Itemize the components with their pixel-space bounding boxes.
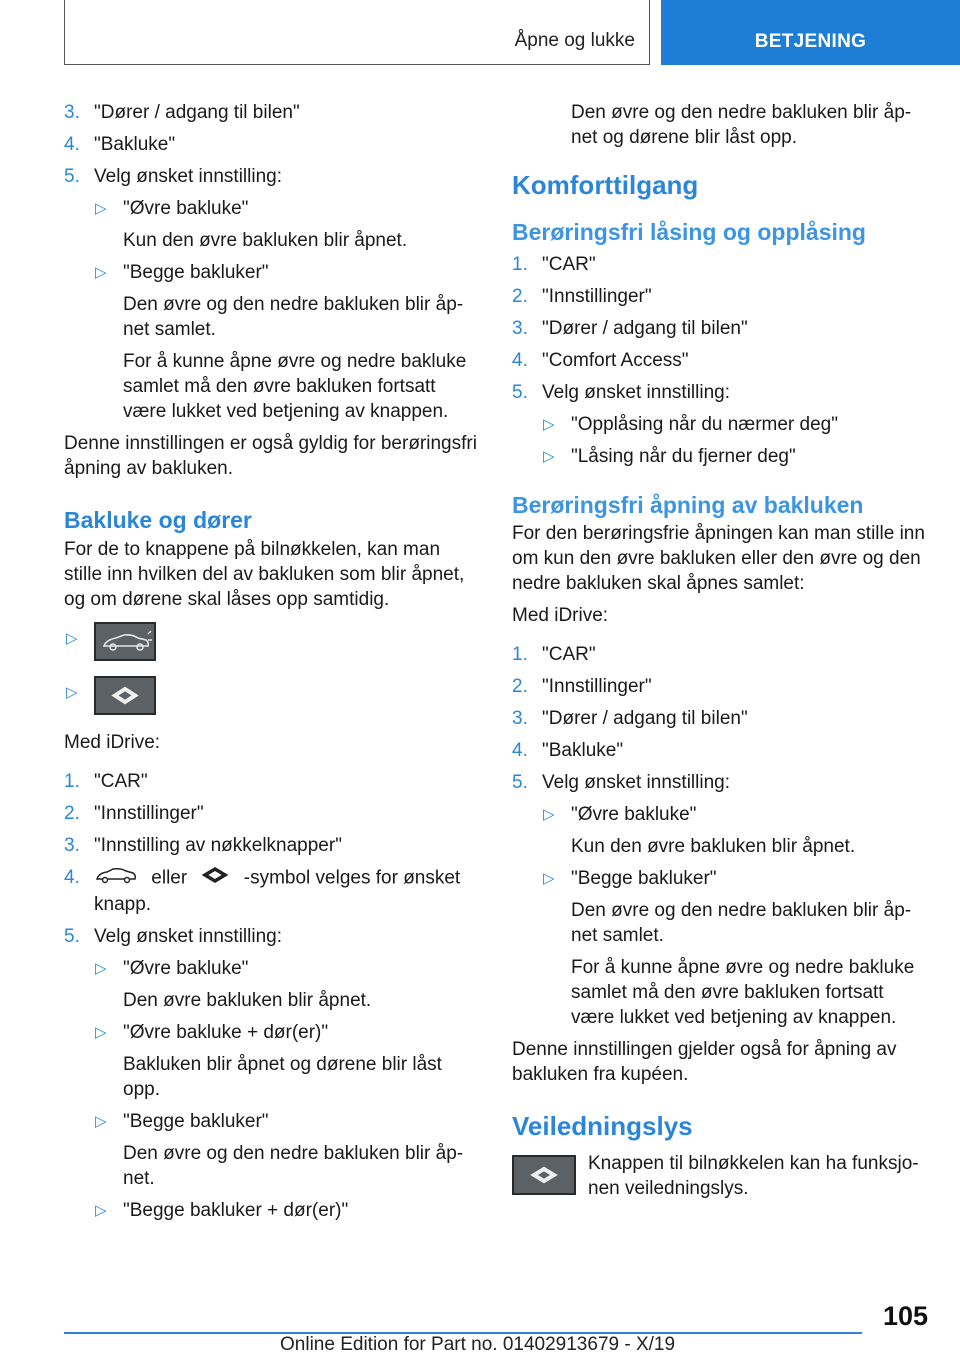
step-5 [64, 924, 480, 949]
step-text: Velg ønsket innstilling: [94, 166, 282, 187]
section-title: Åpne og lukke [514, 30, 635, 51]
step-4-symbol [64, 865, 480, 917]
step-text: "CAR" [542, 254, 596, 275]
step-text: "Comfort Access" [542, 350, 689, 371]
options-list-d [512, 802, 928, 1030]
step-text: Velg ønsket innstilling: [94, 926, 282, 947]
option-item [64, 956, 480, 981]
step-number: 1. [512, 254, 528, 275]
note-paragraph: Denne innstillingen er også gyldig for berøringsfri åpning av bakluken. [64, 433, 477, 479]
step-number: 5. [512, 772, 528, 793]
triangle-bullet-icon: ▷ [95, 1202, 107, 1219]
option-label: "Låsing når du fjerner deg" [571, 446, 796, 467]
icon-option-car [64, 622, 480, 662]
step-text: "Dører / adgang til bilen" [542, 318, 748, 339]
step-number: 4. [64, 134, 80, 155]
list-item [512, 674, 928, 699]
guide-light-text: Knappen til bilnøkkelen kan ha funksjo- nen veiledningslys. [588, 1153, 919, 1199]
chapter-tab-label: BETJENING [754, 31, 867, 52]
option-description: Den øvre og den nedre bakluken blir åp- net samlet. [123, 294, 464, 340]
list-item [512, 348, 928, 373]
symbol-text-line2: knapp. [94, 894, 152, 915]
list-item [64, 801, 480, 826]
step-number: 4. [64, 867, 80, 888]
icon-option-diamond [64, 676, 480, 716]
step-number: 3. [64, 835, 80, 856]
step-text: "Dører / adgang til bilen" [542, 708, 748, 729]
triangle-bullet-icon: ▷ [543, 806, 555, 823]
step-number: 4. [512, 740, 528, 761]
heading-veiledningslys: Veiledningslys [512, 1111, 693, 1141]
guide-light-block [512, 1151, 928, 1201]
note-paragraph-right: Denne innstillingen gjelder også for åpning av bakluken fra kupéen. [512, 1039, 897, 1085]
step-text: "CAR" [542, 644, 596, 665]
option-item [512, 412, 928, 437]
steps-list-a [64, 100, 480, 189]
step-number: 4. [512, 350, 528, 371]
step-number: 3. [64, 102, 80, 123]
step-number: 3. [512, 708, 528, 729]
step-number: 2. [512, 286, 528, 307]
intro-paragraph: For de to knappene på bilnøkkelen, kan man stille inn hvilken del av bakluken som blir åpnet, og om dørene skal låses opp samtidig. [64, 539, 465, 610]
option-description: Bakluken blir åpnet og dørene blir låst opp. [123, 1054, 442, 1100]
step-text: Velg ønsket innstilling: [542, 382, 730, 403]
left-column [64, 100, 480, 1230]
option-description: Kun den øvre bakluken blir åpnet. [123, 230, 408, 251]
step-text: "Bakluke" [542, 740, 624, 761]
diamond-icon [200, 866, 230, 891]
page-number: 105 [882, 1301, 928, 1331]
step-text: Velg ønsket innstilling: [542, 772, 730, 793]
option-item [512, 444, 928, 469]
step-number: 5. [64, 166, 80, 187]
step-text: "Dører / adgang til bilen" [94, 102, 300, 123]
options-list-b [64, 956, 480, 1223]
option-label: "Begge bakluker" [123, 1111, 269, 1132]
option-label: "Øvre bakluke + dør(er)" [123, 1022, 329, 1043]
option-description: For å kunne åpne øvre og nedre bakluke samlet må den øvre bakluken fortsatt være lukket ved betjening av knappen. [571, 957, 915, 1028]
step-number: 3. [512, 318, 528, 339]
step-number: 1. [64, 771, 80, 792]
triangle-bullet-icon: ▷ [95, 960, 107, 977]
list-item [512, 252, 928, 277]
option-label: "Øvre bakluke" [571, 804, 697, 825]
triangle-bullet-icon: ▷ [95, 1113, 107, 1130]
edition-footer: Online Edition for Part no. 01402913679 - X/19 [280, 1334, 676, 1355]
list-item [512, 642, 928, 667]
option-item [512, 866, 928, 891]
option-label: "Begge bakluker + dør(er)" [123, 1200, 349, 1221]
list-item [64, 833, 480, 858]
option-label: "Øvre bakluke" [123, 958, 249, 979]
car-outline-icon [94, 622, 156, 661]
triangle-bullet-icon: ▷ [66, 684, 78, 701]
list-item [512, 316, 928, 341]
diamond-icon [512, 1155, 576, 1195]
option-description: Kun den øvre bakluken blir åpnet. [571, 836, 856, 857]
chapter-tab[interactable] [661, 0, 960, 65]
list-item [64, 100, 480, 125]
options-list-a [64, 196, 480, 424]
heading-beroringsfri-lasing: Berøringsfri låsing og opplåsing [512, 219, 866, 245]
option-label: "Begge bakluker" [571, 868, 717, 889]
option-item [64, 260, 480, 285]
list-item [512, 706, 928, 731]
list-item [64, 164, 480, 189]
triangle-bullet-icon: ▷ [95, 200, 107, 217]
option-label: "Opplåsing når du nærmer deg" [571, 414, 838, 435]
intro-apning-paragraph: For den berøringsfrie åpningen kan man stille inn om kun den øvre bakluken eller den øvre og den nedre bakluken skal åpnes samlet: [512, 523, 925, 594]
continued-paragraph: Den øvre og den nedre bakluken blir åp- net og dørene blir låst opp. [571, 102, 912, 148]
heading-beroringsfri-apning: Berøringsfri åpning av bakluken [512, 492, 864, 518]
step-text: "Innstillinger" [94, 803, 204, 824]
eller-text: eller [151, 867, 188, 889]
option-label: "Øvre bakluke" [123, 198, 249, 219]
list-item [64, 132, 480, 157]
option-description: Den øvre bakluken blir åpnet. [123, 990, 372, 1011]
list-item [512, 770, 928, 795]
step-text: "Bakluke" [94, 134, 176, 155]
list-item [512, 284, 928, 309]
step-text: "Innstillinger" [542, 676, 652, 697]
steps-list-b [64, 769, 480, 858]
option-item [512, 802, 928, 827]
steps-list-c [512, 252, 928, 405]
option-description: Den øvre og den nedre bakluken blir åp- net samlet. [571, 900, 912, 946]
list-item [512, 738, 928, 763]
triangle-bullet-icon: ▷ [543, 416, 555, 433]
option-item [64, 1020, 480, 1045]
diamond-icon [94, 676, 156, 715]
option-item [64, 1198, 480, 1223]
option-description: For å kunne åpne øvre og nedre bakluke samlet må den øvre bakluken fortsatt være lukket ved betjening av knappen. [123, 351, 467, 422]
right-column [512, 100, 928, 1201]
list-item [512, 380, 928, 405]
list-item [64, 769, 480, 794]
triangle-bullet-icon: ▷ [543, 870, 555, 887]
step-text: "CAR" [94, 771, 148, 792]
step-number: 5. [64, 926, 80, 947]
step-number: 2. [512, 676, 528, 697]
triangle-bullet-icon: ▷ [66, 630, 78, 647]
triangle-bullet-icon: ▷ [95, 1024, 107, 1041]
heading-bakluke-og-dorer: Bakluke og dører [64, 507, 252, 533]
steps-list-d [512, 642, 928, 795]
option-description: Den øvre og den nedre bakluken blir åp- net. [123, 1143, 464, 1189]
step-number: 1. [512, 644, 528, 665]
idrive-label-right: Med iDrive: [512, 605, 609, 626]
triangle-bullet-icon: ▷ [95, 264, 107, 281]
option-label: "Begge bakluker" [123, 262, 269, 283]
step-text: "Innstilling av nøkkelknapper" [94, 835, 342, 856]
heading-komforttilgang: Komforttilgang [512, 170, 699, 200]
step-number: 2. [64, 803, 80, 824]
options-list-c [512, 412, 928, 469]
header-box [64, 0, 650, 65]
triangle-bullet-icon: ▷ [543, 448, 555, 465]
car-outline-icon [94, 865, 138, 892]
option-item [64, 196, 480, 221]
step-text: "Innstillinger" [542, 286, 652, 307]
symbol-text: -symbol velges for ønsket [243, 867, 461, 889]
idrive-label: Med iDrive: [64, 732, 161, 753]
step-number: 5. [512, 382, 528, 403]
option-item [64, 1109, 480, 1134]
